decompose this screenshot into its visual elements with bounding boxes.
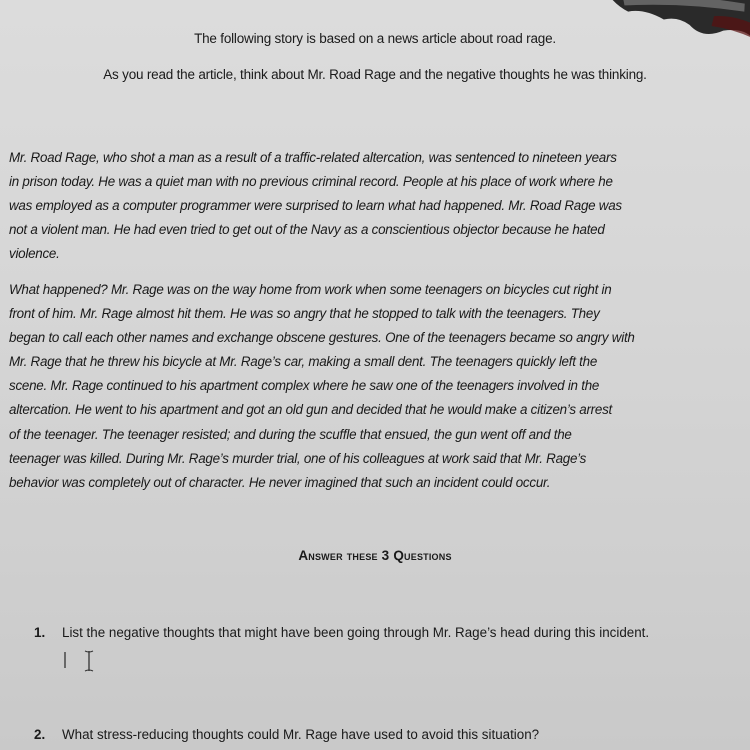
text-cursor-icon xyxy=(60,648,100,674)
question-text: What stress-reducing thoughts could Mr. Rage have used to avoid this situation? xyxy=(62,727,540,742)
story-line: altercation. He went to his apartment and got an old gun and decided that he would make a citizen’s arrest xyxy=(9,402,612,418)
story-line: Mr. Rage that he threw his bicycle at Mr. Rage’s car, making a small dent. The teenagers quickly left the xyxy=(9,354,598,370)
story-paragraph-2 xyxy=(9,278,745,495)
story-line: not a violent man. He had even tried to get out of the Navy as a conscientious objector because he hated xyxy=(9,222,605,238)
story-line: violence. xyxy=(9,246,60,262)
story-line: in prison today. He was a quiet man with no previous criminal record. People at his place of work where he xyxy=(9,174,613,190)
intro-line-2: As you read the article, think about Mr. Road Rage and the negative thoughts he was thinking. xyxy=(103,67,647,82)
questions-heading: Answer these 3 Questions xyxy=(298,548,452,563)
story-line: was employed as a computer programmer were surprised to learn what had happened. Mr. Road Rage was xyxy=(9,198,622,214)
story-line: began to call each other names and exchange obscene gestures. One of the teenagers became so angry with xyxy=(9,330,635,346)
story-line: front of him. Mr. Rage almost hit them. He was so angry that he stopped to talk with the teenagers. They xyxy=(9,306,600,322)
story-line: of the teenager. The teenager resisted; and during the scuffle that ensued, the gun went off and the xyxy=(9,426,572,442)
story-line: behavior was completely out of character. He never imagined that such an incident could occur. xyxy=(9,474,551,490)
story-line: teenager was killed. During Mr. Rage’s murder trial, one of his colleagues at work said that Mr. Rage’s xyxy=(9,450,587,466)
question-text: List the negative thoughts that might have been going through Mr. Rage’s head during this incident. xyxy=(62,625,650,640)
intro-line-1: The following story is based on a news article about road rage. xyxy=(194,31,556,46)
story-line: scene. Mr. Rage continued to his apartment complex where he saw one of the teenagers involved in the xyxy=(9,378,600,394)
question-2 xyxy=(34,727,539,742)
question-number: 2. xyxy=(34,727,46,742)
question-number: 1. xyxy=(34,625,46,640)
story-paragraph-1 xyxy=(9,146,745,266)
story-line: What happened? Mr. Rage was on the way home from work when some teenagers on bicycles cut right in xyxy=(9,282,612,297)
story-line: Mr. Road Rage, who shot a man as a result of a traffic-related altercation, was sentenced to nineteen years xyxy=(9,150,617,165)
question-1 xyxy=(34,625,649,640)
